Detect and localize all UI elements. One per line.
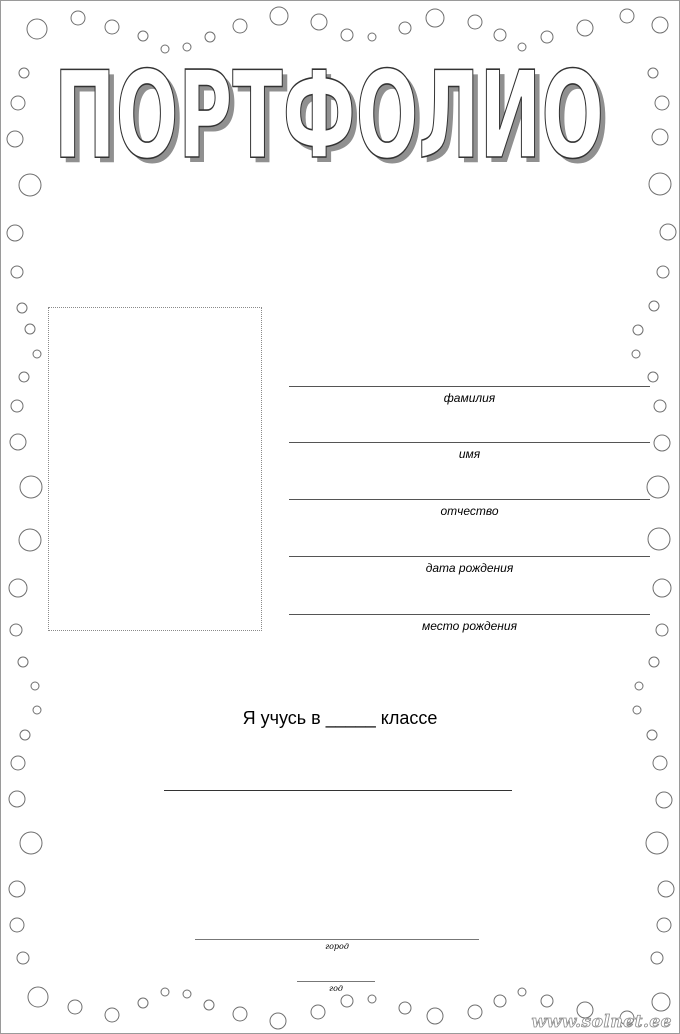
bubble: [518, 43, 526, 51]
bubble: [25, 324, 35, 334]
birth-place-field: [289, 614, 650, 633]
bubble: [18, 657, 28, 667]
patronymic-caption: отчество: [440, 504, 499, 518]
bubble: [9, 881, 25, 897]
birth-date-caption: дата рождения: [425, 561, 514, 575]
bubble: [648, 68, 658, 78]
bubble: [647, 476, 669, 498]
bubble: [11, 96, 25, 110]
bubble: [655, 96, 669, 110]
bubble: [632, 350, 640, 358]
bubble: [11, 756, 25, 770]
bubble: [9, 579, 27, 597]
bubble: [138, 998, 148, 1008]
bubble: [270, 1013, 286, 1029]
bubble: [468, 1005, 482, 1019]
surname-line: [289, 386, 650, 387]
bubble: [138, 31, 148, 41]
year-caption: год: [329, 984, 343, 993]
bubble: [541, 31, 553, 43]
bubble: [399, 22, 411, 34]
surname-field: [289, 386, 650, 405]
watermark: www.solnet.ee: [531, 1012, 672, 1032]
bubble: [635, 682, 643, 690]
bubble: [427, 1008, 443, 1024]
bubble: [649, 173, 671, 195]
bubble: [9, 791, 25, 807]
bubble: [33, 350, 41, 358]
birth-place-caption: место рождения: [422, 619, 517, 633]
bubble: [31, 682, 39, 690]
bubble: [20, 832, 42, 854]
bubble: [7, 131, 23, 147]
bubble: [205, 32, 215, 42]
city-caption: город: [325, 942, 349, 951]
surname-caption: фамилия: [443, 391, 496, 405]
bubble: [651, 952, 663, 964]
bubble: [10, 434, 26, 450]
bubble: [20, 476, 42, 498]
bubble: [11, 400, 23, 412]
bubble: [658, 881, 674, 897]
bubble: [19, 68, 29, 78]
bubble: [19, 372, 29, 382]
bubble: [27, 19, 47, 39]
bubble: [161, 988, 169, 996]
bubble: [656, 792, 672, 808]
bubble: [28, 987, 48, 1007]
bubble: [10, 624, 22, 636]
bubble: [652, 129, 668, 145]
year-line: [297, 981, 375, 982]
patronymic-field: [289, 499, 650, 518]
bubble: [648, 528, 670, 550]
bubble: [494, 995, 506, 1007]
bubble: [7, 225, 23, 241]
bubble: [233, 19, 247, 33]
bubble: [426, 9, 444, 27]
bubble: [204, 1000, 214, 1010]
bubble: [399, 1002, 411, 1014]
portfolio-title-art: [48, 58, 618, 176]
bubble: [19, 529, 41, 551]
bubble: [633, 325, 643, 335]
bubble: [368, 995, 376, 1003]
bubble: [620, 9, 634, 23]
photo-frame: [48, 307, 262, 631]
bubble: [11, 266, 23, 278]
svg-text:ПОРТФОЛИО: ПОРТФОЛИО: [59, 58, 609, 176]
bubble: [649, 657, 659, 667]
bubble: [647, 730, 657, 740]
bubble: [270, 7, 288, 25]
bubble: [311, 1005, 325, 1019]
bubble: [654, 435, 670, 451]
bubble: [657, 266, 669, 278]
bubble: [10, 918, 24, 932]
patronymic-line: [289, 499, 650, 500]
city-line: [195, 939, 479, 940]
bubble: [577, 20, 593, 36]
page-title: ПОРТФОЛИО: [54, 58, 604, 176]
bubble: [541, 995, 553, 1007]
bubble: [468, 15, 482, 29]
name-field: [289, 442, 650, 461]
bubble: [368, 33, 376, 41]
bubble: [494, 29, 506, 41]
grade-sentence: Я учусь в _____ классе: [242, 708, 438, 728]
name-caption: имя: [458, 447, 481, 461]
birth-place-line: [289, 614, 650, 615]
bubble: [105, 1008, 119, 1022]
bubble: [341, 29, 353, 41]
bubble: [233, 1007, 247, 1021]
bubble: [68, 1000, 82, 1014]
birth-date-field: [289, 556, 650, 575]
birth-date-line: [289, 556, 650, 557]
bubble: [653, 579, 671, 597]
bubble: [183, 990, 191, 998]
bubble: [17, 303, 27, 313]
bubble: [654, 400, 666, 412]
bubble: [19, 174, 41, 196]
bubble: [656, 624, 668, 636]
bubble: [652, 17, 668, 33]
bubble: [652, 993, 670, 1011]
bubble: [648, 372, 658, 382]
bubble: [649, 301, 659, 311]
bubble: [17, 952, 29, 964]
bubble: [646, 832, 668, 854]
bubble: [311, 14, 327, 30]
bubble: [71, 11, 85, 25]
bubble: [161, 45, 169, 53]
bubble: [660, 224, 676, 240]
name-line: [289, 442, 650, 443]
bubble: [653, 756, 667, 770]
bubble: [20, 730, 30, 740]
bubble: [105, 20, 119, 34]
bubble: [341, 995, 353, 1007]
school-line: [164, 790, 512, 791]
bubble: [518, 988, 526, 996]
bubble: [657, 918, 671, 932]
bubble: [183, 43, 191, 51]
